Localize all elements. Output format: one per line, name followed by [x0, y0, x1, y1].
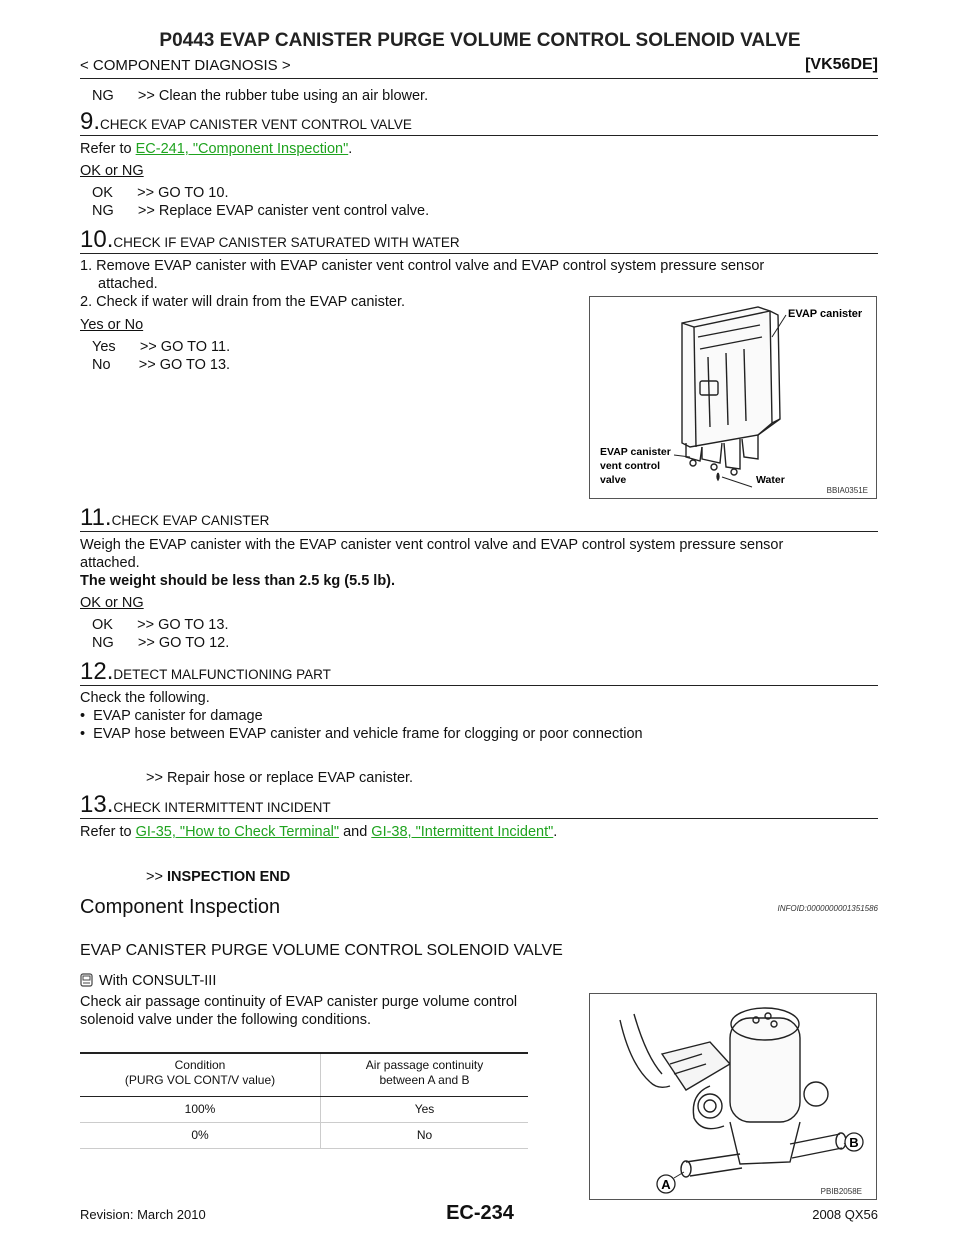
consult-label: With CONSULT-III: [99, 973, 217, 989]
intro-ng-line: NG >> Clean the rubber tube using an air blower.: [92, 88, 429, 104]
yes-result: Yes >> GO TO 11.: [92, 339, 231, 355]
step-12-line-1: Check the following.: [80, 690, 210, 706]
header-rule: [80, 78, 878, 79]
refer-suffix: .: [553, 824, 558, 840]
footer-model: 2008 QX56: [812, 1207, 878, 1222]
no-result: No >> GO TO 13.: [92, 357, 231, 373]
header-condition: [80, 1053, 321, 1097]
page-number: EC-234: [446, 1202, 514, 1224]
header-text: Air passage continuity: [365, 1058, 484, 1072]
step-number: 10.: [80, 226, 114, 253]
cell-condition: 100%: [80, 1097, 321, 1123]
label-a: A: [661, 1177, 671, 1192]
refer-text: Refer to: [80, 824, 136, 840]
step-10-item-1-cont: attached.: [98, 276, 158, 292]
label-vent-valve-3: valve: [600, 474, 627, 486]
refer-suffix: .: [348, 141, 353, 157]
step-10-item-1: 1. Remove EVAP canister with EVAP canister vent control valve and EVAP control system pressure sensor: [80, 258, 765, 274]
step-12-heading: [80, 658, 331, 686]
header-text: between A and B: [379, 1073, 470, 1087]
step-rule: [80, 531, 878, 532]
step-12-action: >> Repair hose or replace EVAP canister.: [146, 770, 414, 786]
link-gi-38[interactable]: GI-38, "Intermittent Incident": [371, 824, 554, 840]
step-13-heading: [80, 791, 331, 819]
solenoid-valve-figure: [589, 993, 877, 1200]
step-rule: [80, 135, 878, 136]
ok-or-ng-label: OK or NG: [80, 163, 144, 179]
subsection-heading: EVAP CANISTER PURGE VOLUME CONTROL SOLENOID VALVE: [80, 942, 563, 959]
end-label: INSPECTION END: [166, 869, 291, 885]
ok-result: OK >> GO TO 10.: [92, 185, 229, 201]
cell-continuity: No: [321, 1123, 529, 1149]
refer-text: Refer to: [80, 141, 136, 157]
table-row: [80, 1123, 528, 1149]
step-title: CHECK IF EVAP CANISTER SATURATED WITH WATER: [113, 235, 460, 250]
label-vent-valve-2: vent control: [600, 460, 661, 472]
step-11-line-1: Weigh the EVAP canister with the EVAP canister vent control valve and EVAP control system pressure sensor: [80, 537, 784, 553]
consult-icon: [80, 973, 93, 992]
end-prefix: >>: [146, 869, 167, 885]
label-vent-valve-1: EVAP canister: [600, 446, 671, 458]
consult-line: [80, 972, 216, 992]
engine-model-tag: [VK56DE]: [805, 56, 878, 73]
page-title: P0443 EVAP CANISTER PURGE VOLUME CONTROL SOLENOID VALVE: [159, 30, 801, 51]
solenoid-valve-illustration: [590, 994, 876, 1199]
step-title: CHECK INTERMITTENT INCIDENT: [113, 800, 331, 815]
link-ec-241[interactable]: EC-241, "Component Inspection": [135, 141, 349, 157]
ok-result: OK >> GO TO 13.: [92, 617, 229, 633]
inspection-end: [146, 868, 290, 886]
header-text: (PURG VOL CONT/V value): [124, 1073, 276, 1087]
ng-result: NG >> GO TO 12.: [92, 635, 230, 651]
component-desc-2: solenoid valve under the following conditions.: [80, 1012, 371, 1028]
step-9-refer: [80, 140, 352, 158]
step-10-heading: [80, 226, 460, 254]
step-rule: [80, 253, 878, 254]
evap-canister-figure: [589, 296, 877, 499]
step-number: 9.: [80, 108, 101, 135]
step-title: CHECK EVAP CANISTER: [111, 513, 270, 528]
step-rule: [80, 818, 878, 819]
ng-result: NG >> Replace EVAP canister vent control valve.: [92, 203, 430, 219]
cell-continuity: Yes: [321, 1097, 529, 1123]
section-heading: Component Inspection: [80, 896, 281, 918]
step-9-heading: [80, 108, 412, 136]
header-text: Condition: [174, 1058, 226, 1072]
evap-canister-illustration: [590, 297, 876, 498]
step-11-line-2: attached.: [80, 555, 140, 571]
step-number: 12.: [80, 658, 114, 685]
ok-or-ng-label: OK or NG: [80, 595, 144, 611]
step-number: 13.: [80, 791, 114, 818]
step-13-refer: [80, 823, 557, 841]
label-water: Water: [756, 474, 785, 486]
figure-id: BBIA0351E: [826, 486, 868, 495]
step-rule: [80, 685, 878, 686]
footer-revision: Revision: March 2010: [80, 1207, 206, 1222]
step-12-bullet-1: • EVAP canister for damage: [80, 708, 263, 724]
step-11-heading: [80, 504, 269, 532]
weight-spec: The weight should be less than 2.5 kg (5.5 lb).: [80, 573, 396, 589]
yes-or-no-label: Yes or No: [80, 317, 144, 333]
breadcrumb: < COMPONENT DIAGNOSIS >: [80, 57, 291, 74]
table-row: [80, 1097, 528, 1123]
header-continuity: [321, 1053, 529, 1097]
step-number: 11.: [80, 504, 112, 531]
step-title: CHECK EVAP CANISTER VENT CONTROL VALVE: [100, 117, 412, 132]
cell-condition: 0%: [80, 1123, 321, 1149]
label-b: B: [849, 1135, 859, 1150]
refer-and: and: [339, 824, 372, 840]
link-gi-35[interactable]: GI-35, "How to Check Terminal": [135, 824, 340, 840]
continuity-table: [80, 1052, 528, 1149]
step-10-item-2: 2. Check if water will drain from the EVAP canister.: [80, 294, 406, 310]
step-title: DETECT MALFUNCTIONING PART: [113, 667, 331, 682]
label-evap-canister: EVAP canister: [788, 308, 863, 320]
component-desc-1: Check air passage continuity of EVAP canister purge volume control: [80, 994, 518, 1010]
info-id: INFOID:0000000001351586: [777, 904, 878, 913]
table-header-row: [80, 1053, 528, 1097]
step-12-bullet-2: • EVAP hose between EVAP canister and vehicle frame for clogging or poor connection: [80, 726, 643, 742]
figure-id: PBIB2058E: [820, 1187, 862, 1196]
